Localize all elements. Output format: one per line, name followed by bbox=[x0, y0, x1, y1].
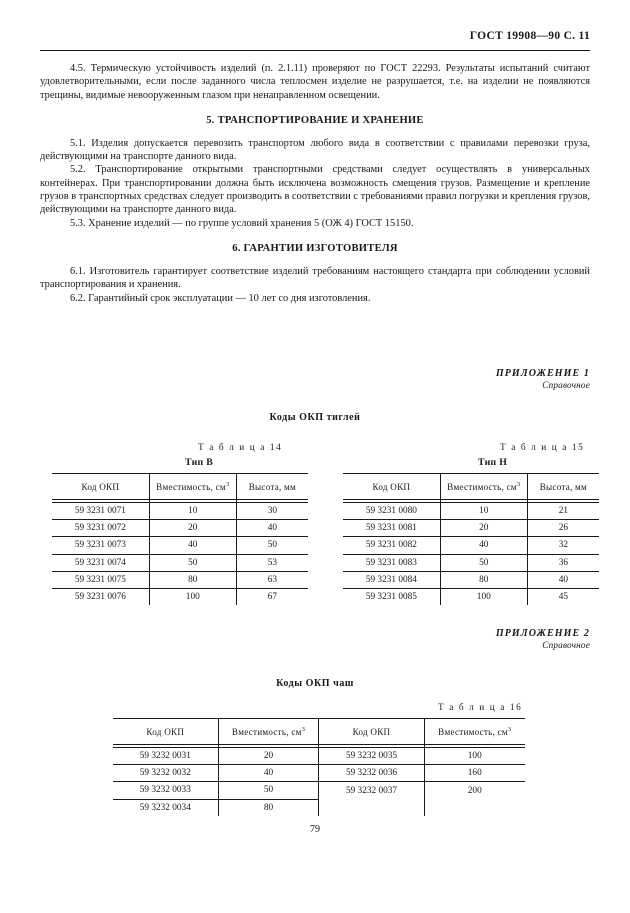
cell-height: 32 bbox=[527, 537, 599, 554]
cell-capacity: 50 bbox=[440, 554, 527, 571]
header-rule bbox=[40, 50, 590, 51]
paragraph-5-1: 5.1. Изделия допускается перевозить транспортом любого вида в соответствии с правилами перевозки груза, действующими на транспорте данного вида. bbox=[40, 137, 590, 163]
appendix-1-caption: Коды ОКП тиглей bbox=[269, 412, 361, 423]
spacer bbox=[40, 254, 590, 265]
cell-height: 63 bbox=[236, 571, 308, 588]
table-15 bbox=[343, 473, 599, 605]
cell-code-right: 59 3232 0037 bbox=[319, 782, 424, 799]
table-14-number: Т а б л и ц а 14 bbox=[198, 443, 283, 453]
table-15-type: Тип Н bbox=[478, 457, 508, 468]
cell-code: 59 3231 0080 bbox=[343, 503, 440, 520]
table-row bbox=[52, 520, 308, 537]
table-row bbox=[343, 520, 599, 537]
paragraph-6-2: 6.2. Гарантийный срок эксплуатации — 10 лет со дня изготовления. bbox=[70, 292, 371, 304]
cell-capacity: 50 bbox=[149, 554, 236, 571]
cell-code-right: 59 3232 0036 bbox=[319, 765, 424, 782]
column-header-capacity-left: Вместимость, $см^3$ bbox=[218, 719, 319, 745]
appendix-1-title: ПРИЛОЖЕНИЕ 1 bbox=[495, 368, 590, 379]
column-header-height: Высота, мм bbox=[236, 474, 308, 500]
section-heading-5: 5. ТРАНСПОРТИРОВАНИЕ И ХРАНЕНИЕ bbox=[206, 114, 424, 126]
cell-code: 59 3231 0071 bbox=[52, 503, 149, 520]
spacer bbox=[40, 230, 590, 243]
cell-code: 59 3231 0072 bbox=[52, 520, 149, 537]
column-header-height: Высота, мм bbox=[527, 474, 599, 500]
cell-height: 40 bbox=[236, 520, 308, 537]
cell-height: 21 bbox=[527, 503, 599, 520]
column-header-code-left: Код ОКП bbox=[113, 719, 218, 745]
cell-height: 30 bbox=[236, 503, 308, 520]
table-row bbox=[52, 588, 308, 605]
cell-capacity-right bbox=[424, 799, 525, 816]
table-15-number: Т а б л и ц а 15 bbox=[500, 443, 585, 453]
table-16-body bbox=[113, 748, 525, 816]
cell-capacity-left: 40 bbox=[218, 765, 319, 782]
column-header-code: Код ОКП bbox=[343, 474, 440, 500]
table-row bbox=[343, 554, 599, 571]
cell-capacity: 10 bbox=[440, 503, 527, 520]
appendix-2-caption: Коды ОКП чаш bbox=[276, 678, 354, 689]
table-14-type: Тип В bbox=[185, 457, 214, 468]
paragraph-6-1: 6.1. Изготовитель гарантирует соответствие изделий требованиям настоящего стандарта при соблюдении условий транспортирования и хранения. bbox=[40, 265, 590, 291]
cell-capacity-right: 160 bbox=[424, 765, 525, 782]
cell-code: 59 3231 0083 bbox=[343, 554, 440, 571]
cell-capacity: 100 bbox=[440, 588, 527, 605]
cell-code-left: 59 3232 0032 bbox=[113, 765, 218, 782]
cell-height: 26 bbox=[527, 520, 599, 537]
cell-code: 59 3231 0073 bbox=[52, 537, 149, 554]
cell-capacity: 10 bbox=[149, 503, 236, 520]
cell-height: 50 bbox=[236, 537, 308, 554]
table-14-body bbox=[52, 503, 308, 606]
column-header-code: Код ОКП bbox=[52, 474, 149, 500]
cell-capacity: 20 bbox=[440, 520, 527, 537]
table-14-wrapper bbox=[52, 473, 308, 605]
appendix-1-subtitle: Справочное bbox=[542, 380, 590, 390]
table-row bbox=[343, 503, 599, 520]
column-header-capacity: Вместимость, $см^3$ bbox=[440, 474, 527, 500]
table-row bbox=[52, 571, 308, 588]
cell-height: 45 bbox=[527, 588, 599, 605]
cell-capacity-right: 200 bbox=[424, 782, 525, 799]
table-row bbox=[343, 588, 599, 605]
paragraph-5-3: 5.3. Хранение изделий — по группе условий хранения 5 (ОЖ 4) ГОСТ 15150. bbox=[70, 217, 414, 229]
document-body bbox=[40, 62, 590, 305]
table-row bbox=[113, 748, 525, 765]
cell-code: 59 3231 0074 bbox=[52, 554, 149, 571]
appendix-2-subtitle: Справочное bbox=[542, 640, 590, 650]
paragraph-4-5: 4.5. Термическую устойчивость изделий (п. 2.1.11) проверяют по ГОСТ 22293. Результаты испытаний считают удовлетворительными, если после заданного числа теплосмен изделие не разрушается, т.е. на изделии не появляются трещины, видимые невооруженным глазом при ненаправленном освещении. bbox=[40, 63, 590, 101]
cell-height: 53 bbox=[236, 554, 308, 571]
cell-capacity: 20 bbox=[149, 520, 236, 537]
table-row bbox=[113, 782, 525, 799]
cell-code: 59 3231 0075 bbox=[52, 571, 149, 588]
spacer bbox=[40, 102, 590, 115]
cell-code: 59 3231 0076 bbox=[52, 588, 149, 605]
cell-capacity: 80 bbox=[149, 571, 236, 588]
column-header-code-right: Код ОКП bbox=[319, 719, 424, 745]
cell-capacity-left: 50 bbox=[218, 782, 319, 799]
cell-capacity-left: 20 bbox=[218, 748, 319, 765]
cell-height: 36 bbox=[527, 554, 599, 571]
table-15-body bbox=[343, 503, 599, 606]
cell-code-left: 59 3232 0031 bbox=[113, 748, 218, 765]
table-16-number: Т а б л и ц а 16 bbox=[438, 703, 523, 713]
cell-code: 59 3231 0085 bbox=[343, 588, 440, 605]
table-15-wrapper bbox=[343, 473, 599, 605]
table-row-header bbox=[113, 719, 525, 745]
table-row bbox=[113, 765, 525, 782]
cell-code-left: 59 3232 0033 bbox=[113, 782, 218, 799]
cell-code-right bbox=[319, 799, 424, 816]
table-14 bbox=[52, 473, 308, 605]
paragraph-5-2: 5.2. Транспортирование открытыми транспортными средствами следует осуществлять в универсальных контейнерах. При транспортировании должна быть исключена возможность смещения грузов. Размещение и крепление грузов в транспортных средствах следует производить в соответствии с требованиями правил погрузки и крепления грузов, действующими на транспорте данного вида. bbox=[40, 164, 590, 216]
cell-capacity: 40 bbox=[440, 537, 527, 554]
page-number: 79 bbox=[310, 824, 320, 835]
column-header-capacity-right: Вместимость, $см^3$ bbox=[424, 719, 525, 745]
cell-code: 59 3231 0084 bbox=[343, 571, 440, 588]
spacer bbox=[40, 126, 590, 137]
cell-height: 67 bbox=[236, 588, 308, 605]
table-row bbox=[113, 799, 525, 816]
cell-capacity: 100 bbox=[149, 588, 236, 605]
table-row-header bbox=[343, 474, 599, 500]
appendix-2-header bbox=[40, 628, 590, 650]
cell-code: 59 3231 0081 bbox=[343, 520, 440, 537]
cell-capacity: 80 bbox=[440, 571, 527, 588]
table-row bbox=[52, 503, 308, 520]
cell-capacity-left: 80 bbox=[218, 799, 319, 816]
table-16 bbox=[113, 718, 525, 816]
column-header-capacity: Вместимость, $см^3$ bbox=[149, 474, 236, 500]
running-head: ГОСТ 19908—90 С. 11 bbox=[469, 30, 590, 42]
cell-code-left: 59 3232 0034 bbox=[113, 799, 218, 816]
cell-code: 59 3231 0082 bbox=[343, 537, 440, 554]
appendix-1-header bbox=[40, 368, 590, 390]
cell-capacity-right: 100 bbox=[424, 748, 525, 765]
table-row-header bbox=[52, 474, 308, 500]
cell-height: 40 bbox=[527, 571, 599, 588]
cell-code-right: 59 3232 0035 bbox=[319, 748, 424, 765]
table-row bbox=[343, 537, 599, 554]
table-row bbox=[343, 571, 599, 588]
table-16-wrapper bbox=[113, 718, 525, 816]
table-row bbox=[52, 554, 308, 571]
cell-capacity: 40 bbox=[149, 537, 236, 554]
appendix-2-title: ПРИЛОЖЕНИЕ 2 bbox=[495, 628, 590, 639]
table-row bbox=[52, 537, 308, 554]
section-heading-6: 6. ГАРАНТИИ ИЗГОТОВИТЕЛЯ bbox=[232, 242, 398, 254]
